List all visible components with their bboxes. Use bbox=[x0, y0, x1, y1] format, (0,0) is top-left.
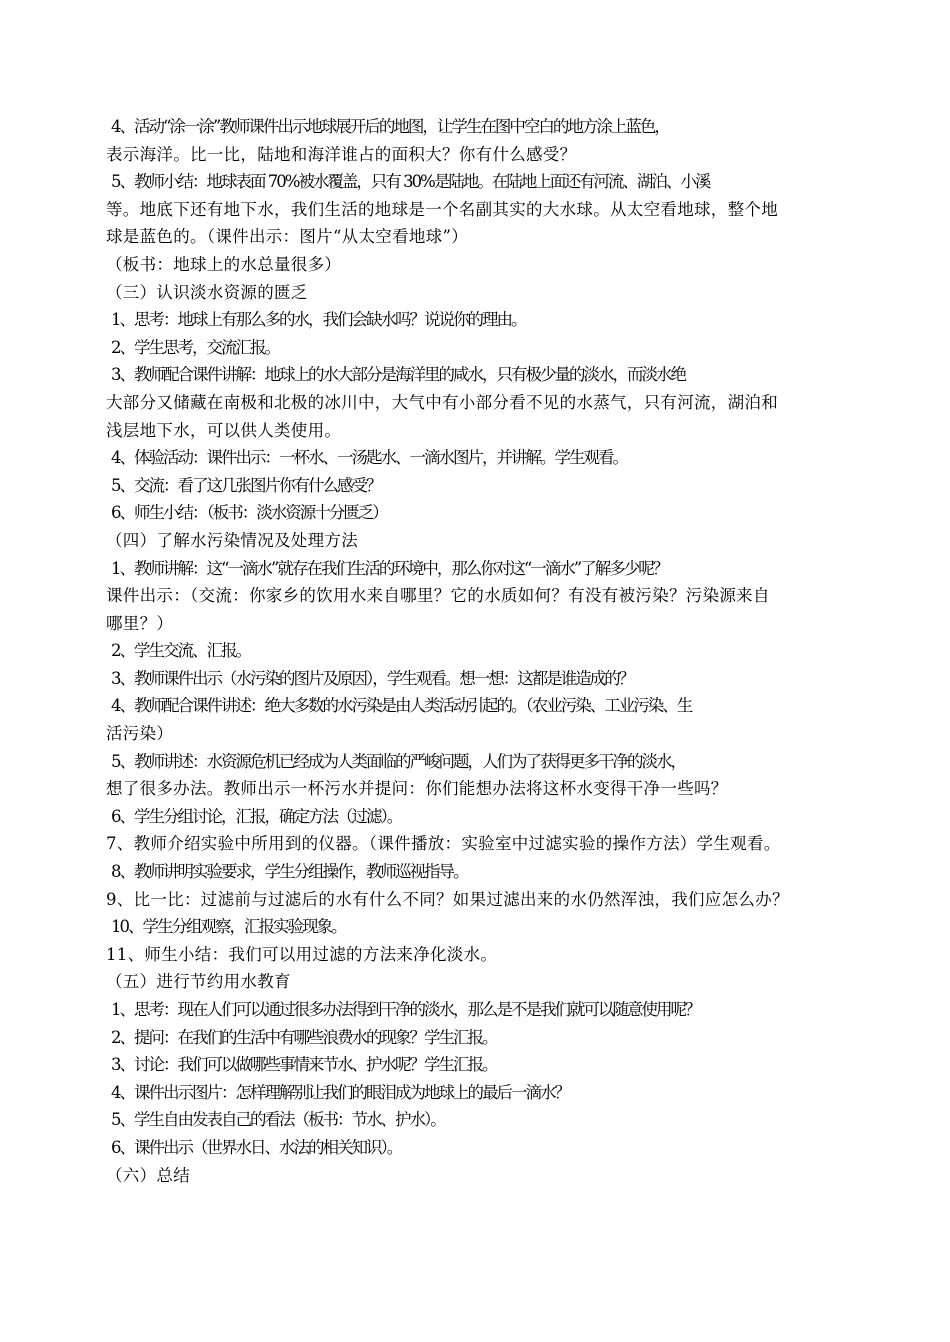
text-line: 2、学生交流、汇报。 bbox=[111, 641, 250, 661]
text-line: 3、教师配合课件讲解：地球上的水大部分是海洋里的咸水，只有极少量的淡水，而淡水绝 bbox=[111, 365, 685, 385]
text-line: 2、提问：在我们的生活中有哪些浪费水的现象？学生汇报。 bbox=[111, 1027, 497, 1047]
text-line: 7、教师介绍实验中所用到的仪器。（课件播放：实验室中过滤实验的操作方法）学生观看。 bbox=[106, 834, 781, 854]
document-body bbox=[106, 113, 858, 1189]
text-line: 5、学生自由发表自己的看法（板书：节水、护水）。 bbox=[111, 1110, 445, 1130]
text-line: （板书：地球上的水总量很多） bbox=[106, 254, 342, 274]
text-line: 3、讨论：我们可以做哪些事情来节水、护水呢？学生汇报。 bbox=[111, 1055, 497, 1075]
text-line: 11、师生小结：我们可以用过滤的方法来净化淡水。 bbox=[106, 944, 498, 964]
text-line: （三）认识淡水资源的匮乏 bbox=[106, 282, 308, 302]
text-line: 表示海洋。比一比，陆地和海洋谁占的面积大？你有什么感受？ bbox=[106, 144, 577, 164]
text-line: 课件出示：（交流：你家乡的饮用水来自哪里？它的水质如何？有没有被污染？污染源来自 bbox=[106, 586, 770, 606]
text-line: 4、教师配合课件讲述：绝大多数的水污染是由人类活动引起的。（农业污染、工业污染、生 bbox=[111, 696, 692, 716]
text-line: 2、学生思考，交流汇报。 bbox=[111, 337, 279, 357]
text-line: 大部分又储藏在南极和北极的冰川中，大气中有小部分看不见的水蒸气，只有河流，湖泊和 bbox=[106, 392, 778, 412]
text-line: 4、课件出示图片：怎样理解别让我们的眼泪成为地球上的最后一滴水？ bbox=[111, 1082, 569, 1102]
text-line: 4、活动“涂一涂”教师课件出示地球展开后的地图，让学生在图中空白的地方涂上蓝色， bbox=[111, 117, 669, 136]
text-line: 9、比一比：过滤前与过滤后的水有什么不同？如果过滤出来的水仍然浑浊，我们应怎么办？ bbox=[106, 889, 789, 909]
text-line: 5、交流：看了这几张图片你有什么感受？ bbox=[111, 475, 381, 495]
text-line: 6、师生小结：（板书：淡水资源十分匮乏） bbox=[111, 503, 387, 523]
text-line: （五）进行节约用水教育 bbox=[106, 972, 291, 992]
text-line: 浅层地下水，可以供人类使用。 bbox=[106, 420, 342, 440]
text-line: （六）总结 bbox=[106, 1165, 190, 1185]
text-line: 等。地底下还有地下水，我们生活的地球是一个名副其实的大水球。从太空看地球，整个地 bbox=[106, 199, 778, 219]
text-line: 5、教师讲述：水资源危机已经成为人类面临的严峻问题，人们为了获得更多干净的淡水， bbox=[111, 751, 685, 771]
text-line: 3、教师课件出示（水污染的图片及原因），学生观看。想一想：这都是谁造成的？ bbox=[111, 668, 634, 688]
text-line: 活污染） bbox=[106, 724, 174, 744]
text-line: 哪里？） bbox=[106, 613, 174, 633]
text-line: 球是蓝色的。（课件出示：图片“从太空看地球”） bbox=[106, 227, 469, 247]
text-line: 想了很多办法。教师出示一杯污水并提问：你们能想办法将这杯水变得干净一些吗？ bbox=[106, 779, 728, 799]
text-line: 1、教师讲解：这“一滴水”就存在我们生活的环境中，那么你对这“一滴水”了解多少呢？ bbox=[111, 558, 668, 578]
text-line: 1、思考：地球上有那么多的水，我们会缺水吗？说说你的理由。 bbox=[111, 310, 526, 330]
text-line: 6、学生分组讨论，汇报，确定方法（过滤）。 bbox=[111, 806, 402, 826]
text-line: （四）了解水污染情况及处理方法 bbox=[106, 530, 358, 550]
text-line: 6、课件出示（世界水日、水法的相关知识）。 bbox=[111, 1137, 402, 1157]
text-line: 1、思考：现在人们可以通过很多办法得到干净的淡水，那么是不是我们就可以随意使用呢？ bbox=[111, 1000, 700, 1019]
text-line: 4、体验活动：课件出示：一杯水、一汤匙水、一滴水图片，并讲解。学生观看。 bbox=[111, 448, 627, 468]
text-line: 8、教师讲明实验要求，学生分组操作，教师巡视指导。 bbox=[111, 862, 468, 882]
text-line: 5、教师小结：地球表面 70%被水覆盖，只有 30%是陆地。在陆地上面还有河流、湖泊、小溪 bbox=[111, 172, 710, 192]
text-line: 10、学生分组观察，汇报实验现象。 bbox=[111, 917, 346, 937]
